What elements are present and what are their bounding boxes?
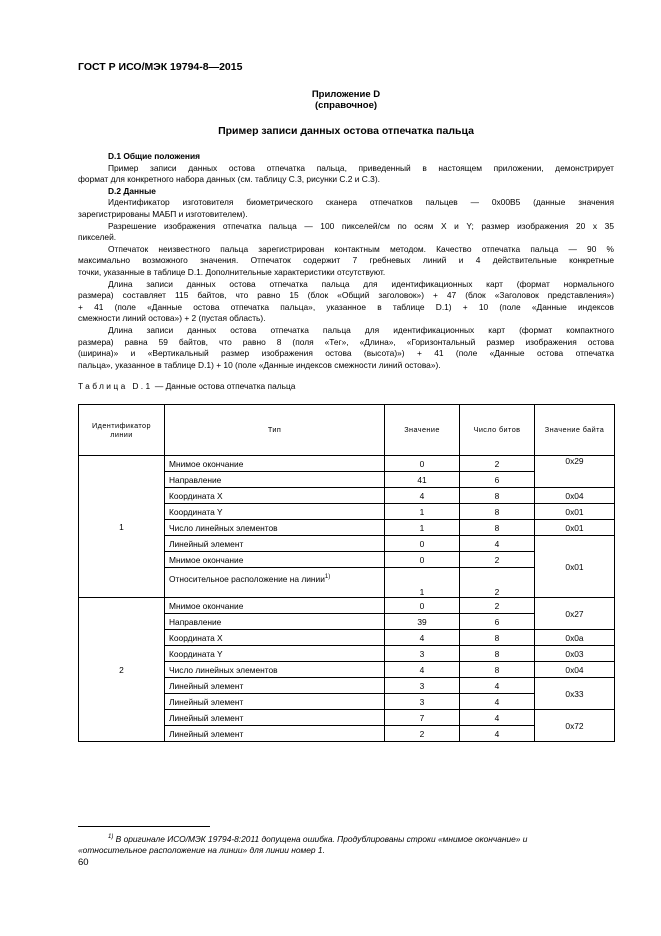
- bits-cell: 4: [460, 536, 535, 552]
- type-cell: Число линейных элементов: [165, 662, 385, 678]
- type-cell: Координата Y: [165, 504, 385, 520]
- bits-cell: 2: [460, 552, 535, 568]
- bits-cell: 4: [460, 726, 535, 742]
- value-cell: 0: [385, 456, 460, 472]
- footnote-text: В оригинале ИСО/МЭК 19794-8:2011 допущена ошибка. Продублированы строки «мнимое окончание» и: [113, 833, 528, 844]
- table-row: [79, 456, 615, 472]
- byte-cell: 0x03: [535, 646, 615, 662]
- bits-cell: 4: [460, 710, 535, 726]
- value-cell: 41: [385, 472, 460, 488]
- byte-cell: 0x04: [535, 662, 615, 678]
- value-cell: 4: [385, 488, 460, 504]
- value-cell: 4: [385, 662, 460, 678]
- byte-cell: 0x33: [535, 678, 615, 710]
- bits-cell: 8: [460, 662, 535, 678]
- footnote-ref: 1): [324, 574, 331, 581]
- value-cell: 0: [385, 536, 460, 552]
- column-header: Тип: [165, 405, 385, 456]
- bits-cell: 8: [460, 646, 535, 662]
- paragraph: пальца», указанное в таблице D.1) + 10 (поле «Данные индексов смежности линий остова»).: [78, 359, 441, 370]
- table-header-row: [79, 405, 615, 456]
- type-cell: Мнимое окончание: [165, 456, 385, 472]
- value-cell: 1: [385, 504, 460, 520]
- value-cell: 1: [385, 568, 460, 598]
- paragraph: размера) равна 59 байтов, что равно 8 (поля «Тег», «Длина», «Горизонтальный размер изображения остова: [78, 336, 614, 347]
- paragraph: точки, указанные в таблице D.1. Дополнительные характеристики отсутствуют.: [78, 266, 386, 277]
- paragraph: Длина записи данных остова отпечатка пальца для идентификационных карт (формат компактного: [108, 324, 614, 335]
- table-caption-label: Таблица D.1: [78, 381, 153, 391]
- value-cell: 0: [385, 552, 460, 568]
- appendix-title: Приложение D: [311, 89, 381, 100]
- line-id-cell: 2: [79, 598, 165, 742]
- bits-cell: 2: [460, 568, 535, 598]
- byte-cell: 0x0a: [535, 630, 615, 646]
- value-cell: 4: [385, 630, 460, 646]
- value-cell: 3: [385, 646, 460, 662]
- paragraph: (ширина)» и «Вертикальный размер изображения остова (высота)») + 41 (поле «Данные остова отпечатка: [78, 348, 614, 359]
- type-cell: Линейный элемент: [165, 536, 385, 552]
- value-cell: 2: [385, 726, 460, 742]
- value-cell: 3: [385, 678, 460, 694]
- value-cell: 0: [385, 598, 460, 614]
- table-caption-text: — Данные остова отпечатка пальца: [152, 381, 296, 391]
- type-cell: Линейный элемент: [165, 726, 385, 742]
- column-header: Число битов: [460, 405, 535, 456]
- footnote: [78, 832, 614, 857]
- table-row: [79, 598, 615, 614]
- paragraph: размера) составляет 115 байтов, что равно 15 (блок «Общий заголовок») + 47 (блок «Заголовок представления»): [78, 290, 614, 301]
- byte-cell: 0x04: [535, 488, 615, 504]
- byte-cell: 0x01: [535, 504, 615, 520]
- paragraph: Пример записи данных остова отпечатка пальца, приведенный в настоящем приложении, демонстрирует: [108, 162, 614, 173]
- type-cell: Линейный элемент: [165, 694, 385, 710]
- value-cell: 1: [385, 520, 460, 536]
- page-number: 60: [78, 857, 89, 868]
- byte-cell: 0x72: [535, 710, 615, 742]
- paragraph: формат для конкретного набора данных (см. таблицу С.3, рисунки С.2 и С.3).: [78, 174, 380, 185]
- bits-cell: 6: [460, 472, 535, 488]
- type-cell: Линейный элемент: [165, 710, 385, 726]
- footnote-mark: 1): [108, 834, 114, 840]
- byte-cell: 0x29: [535, 456, 615, 488]
- bits-cell: 8: [460, 488, 535, 504]
- column-header: Идентификатор линии: [79, 405, 165, 456]
- type-cell: Координата X: [165, 630, 385, 646]
- column-header: Значение: [385, 405, 460, 456]
- paragraph: пикселей.: [78, 232, 117, 243]
- footnote-text-continued: «относительное расположение на линии» для линии номер 1.: [78, 845, 325, 856]
- type-cell: Направление: [165, 614, 385, 630]
- bits-cell: 8: [460, 504, 535, 520]
- type-cell: Линейный элемент: [165, 678, 385, 694]
- bits-cell: 8: [460, 520, 535, 536]
- footnote-divider: [78, 826, 210, 827]
- data-table: [78, 404, 615, 742]
- bits-cell: 6: [460, 614, 535, 630]
- type-cell: [165, 568, 385, 598]
- type-text: Относительное расположение на линии: [169, 574, 325, 584]
- type-cell: Мнимое окончание: [165, 552, 385, 568]
- bits-cell: 2: [460, 598, 535, 614]
- paragraph: Разрешение изображения отпечатка пальца — 100 пикселей/см по осям X и Y; размер изображения 20 x 35: [108, 220, 614, 231]
- paragraph: + 41 (поле «Данные остова отпечатка пальца», указанное в таблице D.1) + 10 (поле «Данные индексов: [78, 301, 614, 312]
- paragraph: максимально возможного значения. Отпечаток содержит 7 гребневых линий и 4 действительные конкретные: [78, 255, 614, 266]
- bits-cell: 8: [460, 630, 535, 646]
- type-cell: Координата X: [165, 488, 385, 504]
- paragraph: Идентификатор изготовителя биометрического сканера отпечатков пальцев — 0x00B5 (данные значения: [108, 197, 614, 208]
- paragraph: смежности линий остова») + 2 (пустая область).: [78, 313, 266, 324]
- byte-cell: 0x01: [535, 536, 615, 598]
- section-d1-title: D.1 Общие положения: [108, 151, 201, 161]
- value-cell: 39: [385, 614, 460, 630]
- value-cell: 3: [385, 694, 460, 710]
- bits-cell: 4: [460, 694, 535, 710]
- appendix-heading: Пример записи данных остова отпечатка пальца: [218, 125, 474, 137]
- byte-cell: 0x27: [535, 598, 615, 630]
- type-cell: Направление: [165, 472, 385, 488]
- table-caption: [78, 381, 295, 391]
- paragraph: зарегистрированы МАБП и изготовителем).: [78, 208, 248, 219]
- document-code: ГОСТ Р ИСО/МЭК 19794-8—2015: [78, 61, 243, 73]
- byte-cell: 0x01: [535, 520, 615, 536]
- value-cell: 7: [385, 710, 460, 726]
- appendix-subtitle: (справочное): [314, 100, 378, 111]
- column-header: Значение байта: [535, 405, 615, 456]
- type-cell: Число линейных элементов: [165, 520, 385, 536]
- line-id-cell: 1: [79, 456, 165, 598]
- type-cell: Мнимое окончание: [165, 598, 385, 614]
- body-text: [78, 151, 614, 371]
- type-cell: Координата Y: [165, 646, 385, 662]
- bits-cell: 4: [460, 678, 535, 694]
- paragraph: Отпечаток неизвестного пальца зарегистрирован контактным методом. Качество отпечатка пальца — 90 %: [108, 243, 614, 254]
- bits-cell: 2: [460, 456, 535, 472]
- section-d2-title: D.2 Данные: [108, 185, 156, 196]
- paragraph: Длина записи данных остова отпечатка пальца для идентификационных карт (формат нормального: [108, 278, 614, 289]
